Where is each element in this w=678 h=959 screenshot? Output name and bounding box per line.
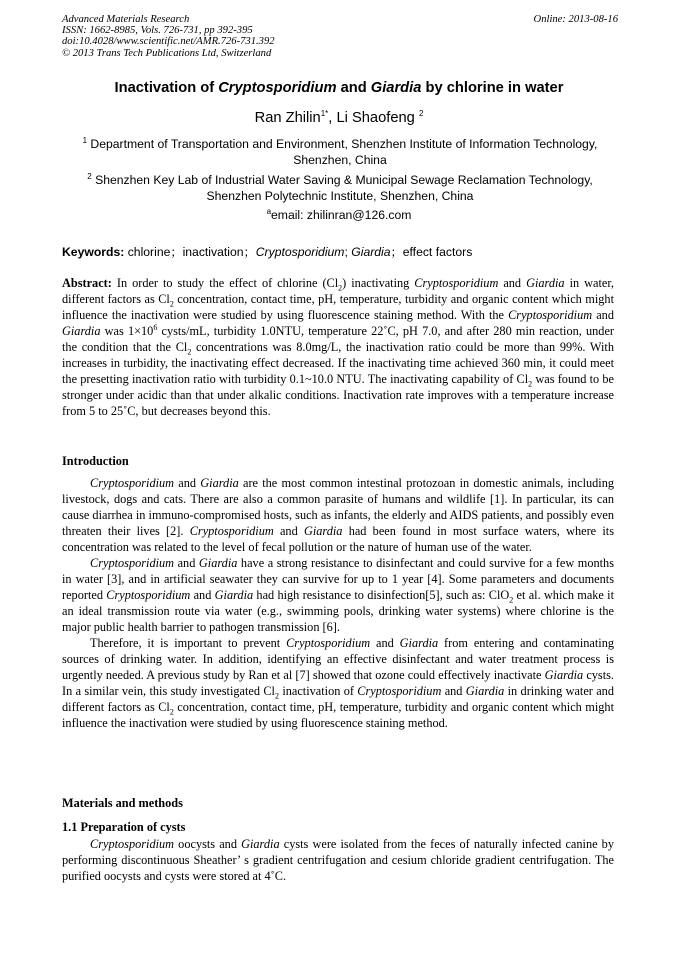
keywords: Keywords: chlorine；inactivation；Cryptosporidium; Giardia；effect factors — [62, 245, 473, 259]
keywords-label: Keywords: — [62, 245, 125, 259]
online-date: Online: 2013-08-16 — [533, 14, 618, 25]
copyright: © 2013 Trans Tech Publications Ltd, Switzerland — [62, 47, 272, 59]
methods-subheading: 1.1 Preparation of cysts — [62, 820, 186, 834]
author-2: Li Shaofeng — [336, 110, 419, 126]
abstract-label: Abstract: — [62, 276, 112, 290]
methods-heading: Materials and methods — [62, 796, 183, 810]
intro-paragraph-2: Cryptosporidium and Giardia have a strong resistance to disinfectant and could survive for a few months in water [3], and in artificial seawater they can survive for up to 1 year [4]. Some parameters and documents reported Cryptosporidium and Giardia had high resistance to disinfection[5], such as: ClO$_2$ et al. which make it an ideal transmission route via water (e.g., swimming pools, drinking water systems) where chlorine is the major public health barrier to pathogen transmission [6]. — [62, 556, 615, 634]
issn: ISSN: 1662-8985, Vols. 726-731, pp 392-395 — [62, 25, 253, 37]
introduction-body — [62, 475, 614, 731]
methods-body — [62, 836, 614, 884]
journal-header — [62, 14, 618, 59]
intro-paragraph-1: Cryptosporidium and Giardia are the most common intestinal protozoan in domestic animals, including livestock, dogs and cats. There are also a common parasite of humans and wildlife [1]. In particular, its can cause diarrhea in immuno-compromised hosts, such as infants, the elderly and AIDS patients, and possibly even threaten their lives [2]. Cryptosporidium and Giardia had been found in most surface waters, where its concentration was related to the level of fecal pollution or the nature of human use of the water. — [62, 476, 614, 554]
affiliation-2: $^2$ Shenzhen Key Lab of Industrial Water Saving & Municipal Sewage Reclamation Technology, Shenzhen Polytechnic Institute, Shenzhen, China — [87, 171, 593, 203]
doi: doi:10.4028/www.scientific.net/AMR.726-731.392 — [62, 36, 275, 48]
author-1: Ran Zhilin — [254, 110, 321, 126]
intro-paragraph-3: Therefore, it is important to prevent Cryptosporidium and Giardia from entering and contaminating sources of drinking water. In addition, identifying an effective disinfectant and water treatment process is urgently needed. A previous study by Ran et al [7] showed that ozone could effectively inactivate Giardia cysts. In a similar vein, this study investigated $Cl_2$ inactivation of Cryptosporidium and Giardia in drinking water and different factors as $Cl_2$ concentration, contact time, pH, temperature, turbidity and organic content which might influence the inactivation were studied by using fluorescence staining method. — [62, 636, 614, 730]
paper-title: Inactivation of Cryptosporidium and Giardia by chlorine in water — [114, 80, 564, 96]
introduction-heading: Introduction — [62, 454, 129, 468]
methods-paragraph-1: Cryptosporidium oocysts and Giardia cysts were isolated from the feces of naturally infected canine by performing discontinuous Sheather’ s gradient centrifugation and cesium chloride gradient centrifugation. The purified oocysts and cysts were stored at 4˚C. — [62, 837, 614, 883]
journal-name: Advanced Materials Research — [62, 14, 190, 25]
affiliation-1: $^1$ Department of Transportation and Environment, Shenzhen Institute of Information Technology, Shenzhen, China — [82, 135, 598, 167]
authors: Ran Zhilin$^{1*}$, Li Shaofeng $^2$ — [254, 109, 424, 126]
abstract: Abstract: In order to study the effect of chlorine $(Cl_2)$ inactivating Cryptosporidium and Giardia in water, different factors as $Cl_2$ concentration, contact time, pH, temperature, turbidity and organic content which might influence the inactivation were studied by using fluorescence staining method. With the Cryptosporidium and Giardia was $1\times 10^6$ cysts/mL, turbidity 1.0NTU, temperature 22˚C, pH 7.0, and after 280 min reaction, under the condition that the $Cl_2$ concentrations was 8.0mg/L, the inactivation ratio could be more than 99%. With increases in turbidity, the inactivating effect decreased. If the inactivating time achieved 360 min, it could meet the presetting inactivation ratio with turbidity 0.1~10.0 NTU. The inactivating capability of $Cl_2$ was found to be stronger under acidic than that under alkalic conditions. Inactivation rate improves with a temperature increase from 5 to 25˚C, but decreases beyond this. — [62, 276, 615, 418]
author-email: $^a$email: zhilinran@126.com — [266, 206, 412, 222]
